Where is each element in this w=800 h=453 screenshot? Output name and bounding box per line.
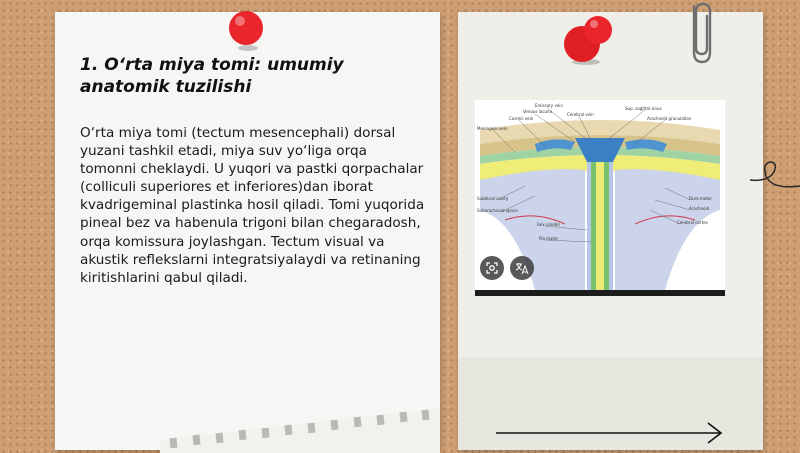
label-meningeal-vein: Meningeal vein <box>477 126 508 131</box>
label-cosmic-vein: Cosmic vein <box>509 116 534 121</box>
translate-icon <box>515 261 529 275</box>
body-paragraph: O‘rta miya tomi (tectum mesencephali) dorsal yuzani tashkil etadi, miya suv yo‘liga orqa tomonni cheklaydi. U yuqori va pastki qorpachalar (colliculi superiores et inferiores)dan iborat kvadrigeminal plastinka hosil qiladi. Tomi yuqorida pineal bez va habenula trigoni bilan chegaradosh, orqa komissura joylashgan. Tectum visual va akustik reflekslarni integratsiyalaydi va retinaning kiritishlarini qabul qiladi. <box>80 125 425 286</box>
label-arachnoid: Arachnoid <box>689 206 710 211</box>
arrow-right-icon <box>494 420 726 446</box>
label-dura-mater: Dura mater <box>689 196 713 201</box>
image-bottom-bar <box>475 290 725 296</box>
label-cerebral-cortex: Cerebral cortex <box>677 220 708 225</box>
paperclip-icon <box>684 0 718 66</box>
label-cerebral-vein: Cerebral vein <box>567 112 594 117</box>
label-emissary-vein: Emissary vein <box>535 103 563 108</box>
image-search-icon <box>485 261 499 275</box>
image-search-button[interactable] <box>480 256 504 280</box>
push-pin-icon <box>560 10 620 66</box>
label-venous-lacuna: Venous lacuna <box>523 109 553 114</box>
label-subarachnoid-space: Subarachnoid space <box>477 208 518 213</box>
label-sup-sagittal-sinus: Sup. sagittal sinus <box>625 106 662 111</box>
label-arachnoid-granulation: Arachnoid granulation <box>647 116 692 121</box>
push-pin-icon <box>226 8 266 52</box>
torn-paper-strip <box>160 398 440 453</box>
label-subdural-cavity: Subdural cavity <box>477 196 509 201</box>
curl-decoration <box>748 150 800 202</box>
label-pia-mater: Pia mater <box>539 236 559 241</box>
label-falx-cerebri: Falx cerebri <box>537 222 561 227</box>
page-title: 1. O‘rta miya tomi: umumiy anatomik tuzilishi <box>80 55 344 97</box>
translate-button[interactable] <box>510 256 534 280</box>
